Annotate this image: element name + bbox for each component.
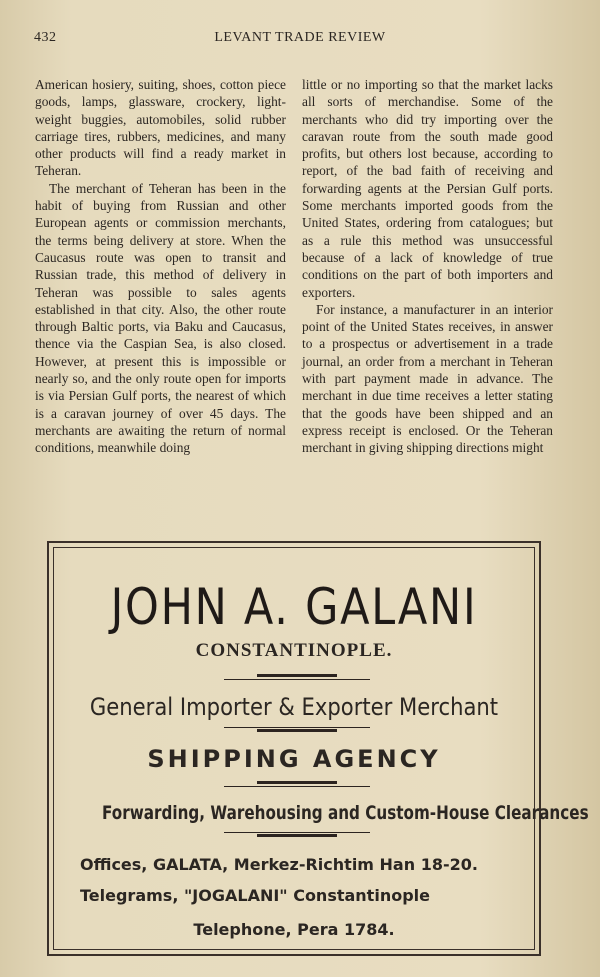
left-paragraph-1: American hosiery, suiting, shoes, cotton piece goods, lamps, glassware, crockery, light-weight buggies, automobiles, solid rubber carriage tires, rubbers, medicines, and many other products will find a ready market in Teheran.: [35, 77, 286, 179]
right-column: [302, 76, 553, 457]
ad-services-line: Forwarding, Warehousing and Custom-House Clearances: [102, 802, 589, 824]
left-paragraph-2: The merchant of Teheran has been in the habit of buying from Russian and other European agents or commission merchants, the terms being delivery at store. When the Caucasus route was open to transit and Russian trade, this method of delivery in Teheran was possible to sales agents established in that city. Also, the other route through Baltic ports, via Baku and Caucasus, thence via the Caspian Sea, is also closed. However, at present this is impossible or nearly so, and the only route open for imports is via Persian Gulf ports, the nearest of which is a caravan journey of over 45 days. The merchants are awaiting the return of normal conditions, meanwhile doing: [35, 180, 286, 456]
ad-business-line: General Importer & Exporter Merchant: [89, 693, 499, 721]
divider-thin: [224, 832, 370, 833]
page-header: [34, 30, 566, 50]
ad-city: CONSTANTINOPLE.: [195, 640, 393, 661]
advertisement-inner-border: [53, 547, 589, 950]
divider: [257, 781, 337, 784]
left-column: [35, 76, 286, 457]
divider: [257, 674, 337, 677]
advertisement-box: [47, 541, 589, 956]
ad-telegrams-line: Telegrams, "JOGALANI" Constantinople: [80, 886, 430, 905]
ad-agency-line: SHIPPING AGENCY: [147, 745, 441, 773]
divider: [257, 729, 337, 732]
ad-telephone-line: Telephone, Pera 1784.: [193, 920, 395, 939]
ad-company-name: JOHN A. GALANI: [110, 578, 478, 636]
divider: [257, 834, 337, 837]
right-paragraph-2: For instance, a manufacturer in an interior point of the United States receives, in answer to a prospectus or advertisement in a trade journal, an order from a merchant in Teheran with part payment made in advance. The merchant in due time receives a letter stating that the goods have been shipped and an express receipt is enclosed. Or the Teheran merchant in giving shipping directions might: [302, 301, 553, 456]
divider-thin: [224, 679, 370, 680]
journal-title: LEVANT TRADE REVIEW: [214, 30, 386, 45]
divider-thin: [224, 727, 370, 728]
ad-offices-line: Offices, GALATA, Merkez-Richtim Han 18-20.: [80, 855, 478, 874]
page-number: 432: [34, 30, 57, 45]
divider-thin: [224, 786, 370, 787]
right-paragraph-1: little or no importing so that the market lacks all sorts of merchandise. Some of the merchants who did try importing over the caravan route from the south made good profits, but others lost because, according to report, of the bad faith of receiving and forwarding agents at the Persian Gulf ports. Some merchants imported goods from the United States, ordering from catalogues; but as a rule this method was unsuccessful because of a lack of knowledge of true conditions on the part of both importers and exporters.: [302, 77, 553, 300]
